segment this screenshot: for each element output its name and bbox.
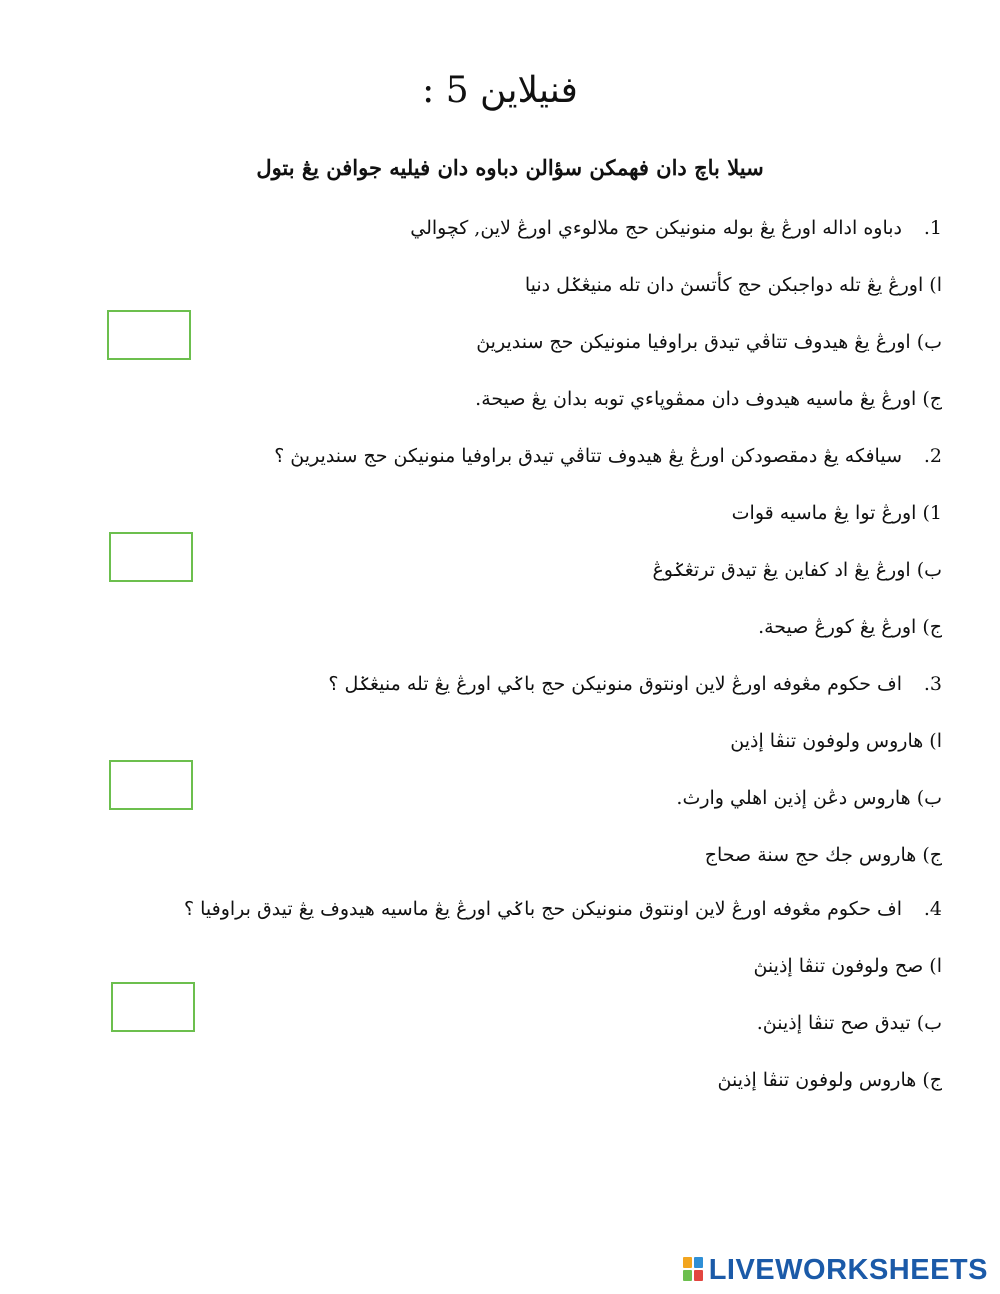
q3-option-a: ا) هاروس ولوفون تنڤا إذين [730, 730, 942, 752]
question-3 [182, 664, 942, 704]
question-4 [182, 889, 942, 929]
question-number: 1. [923, 217, 942, 239]
q2-option-a: 1) اورڠ توا يڠ ماسيه قوات [731, 502, 942, 524]
logo-mark-icon [683, 1257, 705, 1283]
q1-option-b: ب) اورڠ يڠ هيدوف تتاڤي تيدق براوفيا منونيکن حج سنديريڽ [476, 331, 942, 353]
q2-option-b: ب) اورڠ يڠ اد کفاين يڠ تيدق ترتڠݢوڠ [652, 559, 942, 581]
question-1 [182, 208, 942, 248]
q3-option-c: ج) هاروس جك حج سنة صحاج [704, 844, 942, 866]
q4-answer-box[interactable] [111, 982, 195, 1032]
page-title: فنيلاين 5 : [422, 70, 578, 111]
question-number: 3. [923, 673, 942, 695]
q4-option-c: ج) هاروس ولوفون تنڤا إذينڽ [717, 1069, 942, 1091]
logo-text: LIVEWORKSHEETS [708, 1253, 988, 1286]
question-text: دباوه اداله اورڠ يڠ بوله منونيکن حج ملالوءي اورڠ لاين, کچوالي [410, 217, 902, 239]
question-text: اف حکوم مڠوفه اورڠ لاين اونتوق منونيکن حج باݢي اورڠ يڠ ماسيه هيدوف يڠ تيدق براوفيا ؟ [183, 898, 902, 920]
q3-option-b: ب) هاروس دڠن إذين اهلي وارث. [676, 787, 942, 809]
q1-option-c: ج) اورڠ يڠ ماسيه هيدوف دان ممڤوڽاءي توبه بدان يڠ صيحة. [475, 388, 942, 410]
question-text: اف حکوم مڠوفه اورڠ لاين اونتوق منونيکن حج باݢي اورڠ يڠ تله منيڠݢل ؟ [328, 673, 902, 695]
q1-option-a: ا) اورڠ يڠ تله دواجبکن حج كأتسڽ دان تله منيڠݢل دنيا [524, 274, 942, 296]
q3-answer-box[interactable] [109, 760, 193, 810]
q2-option-c: ج) اورڠ يڠ کورڠ صيحة. [758, 616, 942, 638]
instruction-text: سيلا باچ دان فهمکن سؤالن دباوه دان فيليه جوافن يڠ بتول [256, 155, 764, 180]
q4-option-a: ا) صح ولوفون تنڤا إذينڽ [753, 955, 942, 977]
q4-option-b: ب) تيدق صح تنڤا إذينڽ. [756, 1012, 942, 1034]
q2-answer-box[interactable] [109, 532, 193, 582]
question-2 [182, 436, 942, 476]
question-text: سيافکه يڠ دمقصودکن اورڠ يڠ هيدوف تتاڤي تيدق براوفيا منونيکن حج سنديريڽ ؟ [274, 445, 902, 467]
q1-answer-box[interactable] [107, 310, 191, 360]
liveworksheets-logo [683, 1250, 988, 1290]
question-number: 2. [923, 445, 942, 467]
question-number: 4. [923, 898, 942, 920]
